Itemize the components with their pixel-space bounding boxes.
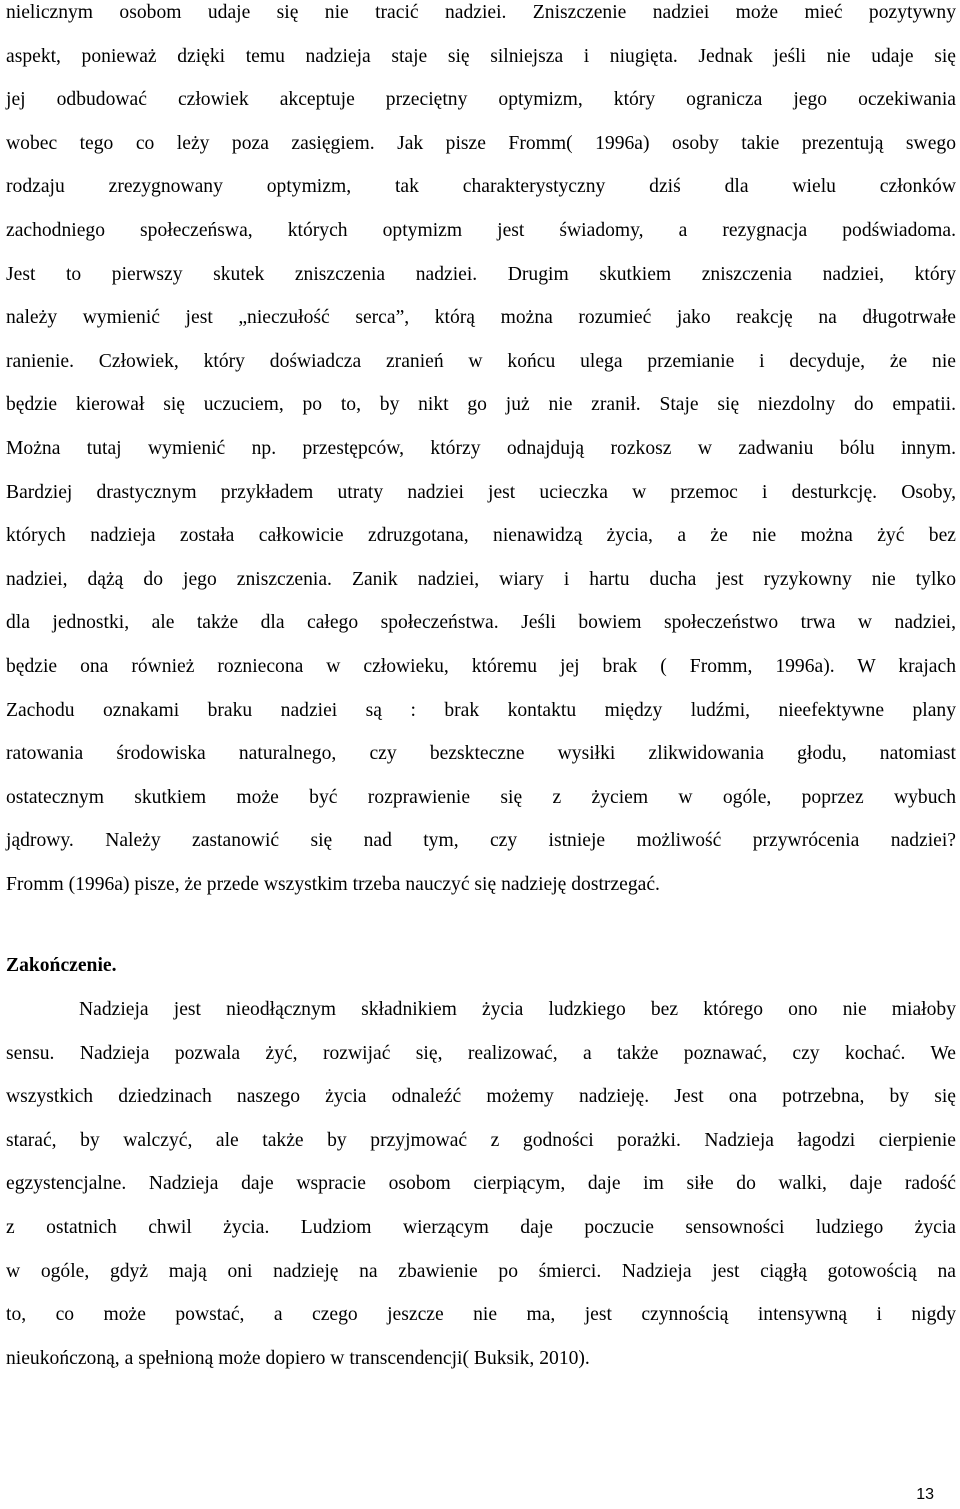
body-paragraph-1 [6,0,956,906]
text-line: należy wymienić jest „nieczułość serca”, którą można rozumieć jako reakcję na długotrwałe [6,307,956,329]
text-line: starać, by walczyć, ale także by przyjmować z godności porażki. Nadzieja łagodzi cierpienie [6,1129,956,1151]
text-line: rodzaju zrezygnowany optymizm, tak charakterystyczny dziś dla wielu członków [6,176,956,198]
text-line: Jest to pierwszy skutek zniszczenia nadziei. Drugim skutkiem zniszczenia nadziei, który [6,263,956,285]
text-line: będzie ona również rozniecona w człowieku, któremu jej brak ( Fromm, 1996a). W krajach [6,655,956,677]
text-line: to, co może powstać, a czego jeszcze nie ma, jest czynnością intensywną i nigdy [6,1304,956,1326]
text-line: nieukończoną, a spełnioną może dopiero w transcendencji( Buksik, 2010). [6,1347,590,1369]
text-line: nadziei, dążą do jego zniszczenia. Zanik nadziei, wiary i hartu ducha jest ryzykowny nie tylko [6,568,956,590]
text-line: w ogóle, gdyż mają oni nadzieję na zbawienie po śmierci. Nadzieja jest ciągłą gotowością na [6,1260,956,1282]
text-line: jądrowy. Należy zastanowić się nad tym, czy istnieje możliwość przywrócenia nadziei? [6,830,956,852]
text-line: egzystencjalne. Nadzieja daje wspracie osobom cierpiącym, daje im siłe do walki, daje radość [6,1173,956,1195]
body-paragraph-2 [6,988,956,1380]
text-line: których nadzieja została całkowicie zdruzgotana, nienawidzą życia, a że nie można żyć bez [6,525,956,547]
text-line: wobec tego co leży poza zasięgiem. Jak pisze Fromm( 1996a) osoby takie prezentują swego [6,132,956,154]
text-line: Bardziej drastycznym przykładem utraty nadziei jest ucieczka w przemoc i desturkcję. Osoby, [6,481,956,503]
text-line: Można tutaj wymienić np. przestępców, którzy odnajdują rozkosz w zadwaniu bólu innym. [6,437,956,459]
text-line: aspekt, ponieważ dzięki temu nadzieja staje się silniejsza i niugięta. Jednak jeśli nie udaje się [6,45,956,67]
text-line: z ostatnich chwil życia. Ludziom wierzącym daje poczucie sensowności ludziego życia [6,1216,956,1238]
text-line: Fromm (1996a) pisze, że przede wszystkim trzeba nauczyć się nadzieję dostrzegać. [6,873,660,895]
text-line: ratowania środowiska naturalnego, czy bezskteczne wysiłki zlikwidowania głodu, natomiast [6,743,956,765]
section-heading: Zakończenie. [6,955,117,977]
text-line: nielicznym osobom udaje się nie tracić nadziei. Zniszczenie nadziei może mieć pozytywny [6,2,956,23]
text-line: ostatecznym skutkiem może być rozprawienie się z życiem w ogóle, poprzez wybuch [6,786,956,808]
page-number: 13 [916,1486,934,1503]
text-line: będzie kierował się uczuciem, po to, by nikt go już nie zranił. Staje się niezdolny do empatii. [6,394,956,416]
text-line: wszystkich dziedzinach naszego życia odnaleźć możemy nadzieję. Jest ona potrzebna, by się [6,1086,956,1108]
text-line: Nadzieja jest nieodłącznym składnikiem życia ludzkiego bez którego ono nie miałoby [79,999,956,1020]
text-line: Zachodu oznakami braku nadziei są : brak kontaktu między ludźmi, nieefektywne plany [6,699,956,721]
text-line: dla jednostki, ale także dla całego społeczeństwa. Jeśli bowiem społeczeństwo trwa w nadziei, [6,612,956,634]
text-line: jej odbudować człowiek akceptuje przeciętny optymizm, który ogranicza jego oczekiwania [6,89,956,111]
text-line: ranienie. Człowiek, który doświadcza zranień w końcu ulega przemianie i decyduje, że nie [6,350,956,372]
text-line: zachodniego społeczeńswa, których optymizm jest świadomy, a rezygnacja podświadoma. [6,219,956,241]
text-line: sensu. Nadzieja pozwala żyć, rozwijać się, realizować, a także poznawać, czy kochać. We [6,1042,956,1064]
document-page [6,0,956,1369]
